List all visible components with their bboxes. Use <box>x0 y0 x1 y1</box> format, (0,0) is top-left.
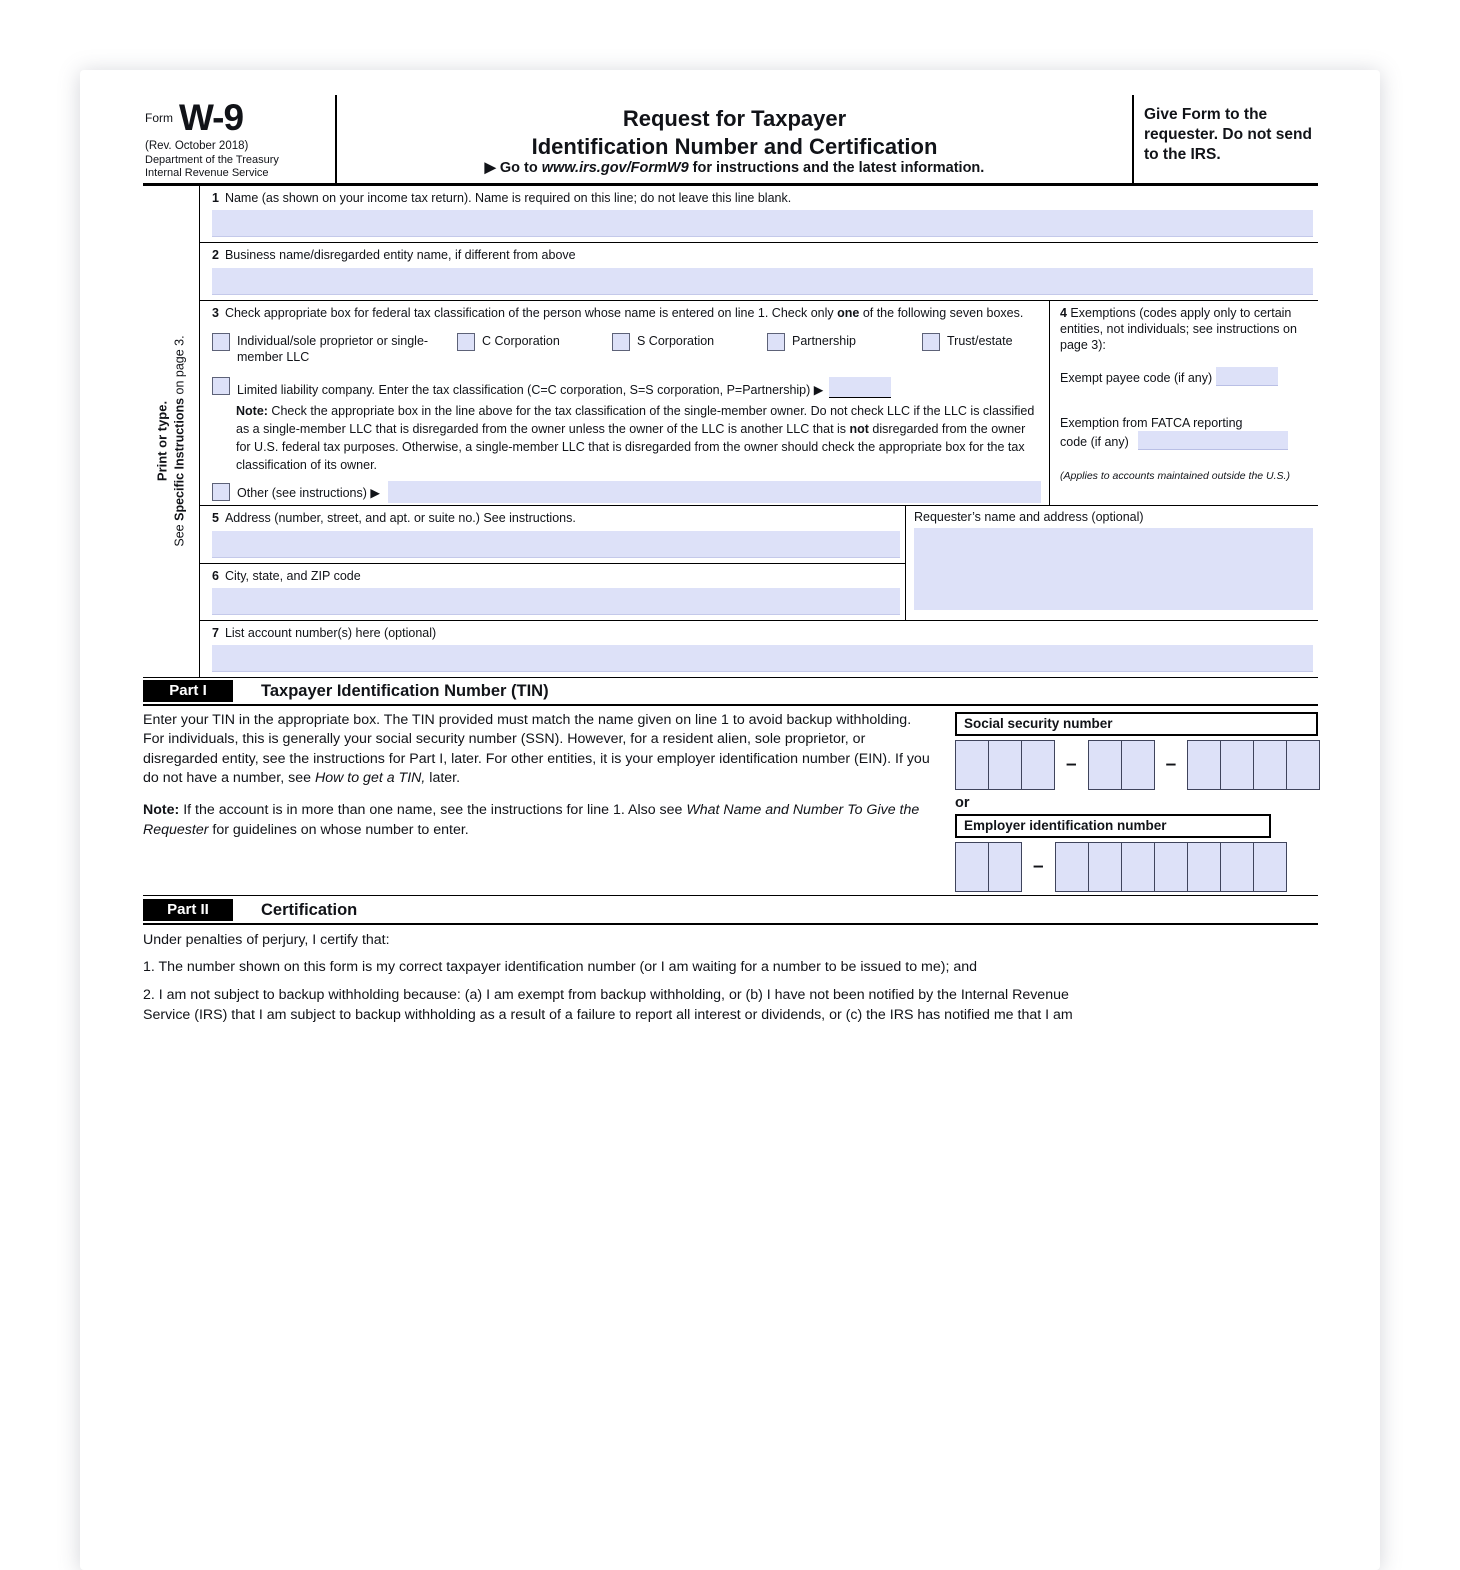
ssn-digit-cell[interactable] <box>988 741 1021 789</box>
fatca-code-input[interactable] <box>1138 431 1288 450</box>
ssn-digit-cell[interactable] <box>1253 741 1286 789</box>
give-form-notice: Give Form to the requester. Do not send to the IRS. <box>1132 95 1318 183</box>
part1-note: Note: If the account is in more than one name, see the instructions for line 1. Also see What Name and Number To Give the Requester for guidelines on whose number to enter. <box>143 802 920 838</box>
ssn-digit-cell[interactable] <box>1089 741 1121 789</box>
requester-block <box>906 506 1318 620</box>
instructions-link-line: ▶ Go to www.irs.gov/FormW9 for instructions and the latest information. <box>484 160 985 176</box>
form-title: Request for Taxpayer Identification Number and Certification <box>531 106 938 159</box>
ein-label-box: Employer identification number <box>955 814 1271 838</box>
checkbox-label: Partnership <box>792 333 856 348</box>
part2-content <box>143 931 1318 1025</box>
llc-label: Limited liability company. Enter the tax classification (C=C corporation, S=S corporation, P=Partnership) ▶ <box>237 383 824 397</box>
line6-label: 6 City, state, and ZIP code <box>212 568 361 583</box>
fatca-label-line1: Exemption from FATCA reporting <box>1060 415 1243 430</box>
certification-item-2: 2. I am not subject to backup withholding because: (a) I am exempt from backup withholding, or (b) I have not been notified by the Internal Revenue <box>143 986 1069 1003</box>
ein-digit-cell[interactable] <box>956 843 988 891</box>
classification-checkbox-row <box>212 333 1041 366</box>
ssn-digit-cell[interactable] <box>1188 741 1220 789</box>
llc-line <box>212 377 1041 398</box>
checkbox-label: Individual/sole proprietor or single-member LLC <box>237 333 429 364</box>
ssn-digit-cell[interactable] <box>1121 741 1154 789</box>
address-column <box>200 506 906 620</box>
business-name-input[interactable] <box>212 268 1313 295</box>
line6-row <box>200 564 905 620</box>
part2-badge: Part II <box>143 899 233 921</box>
exempt-payee-line <box>1060 367 1312 386</box>
address-requester-region <box>200 506 1318 621</box>
line4-exemptions <box>1050 301 1318 506</box>
part1-content <box>143 706 1318 896</box>
ein-digit-cell[interactable] <box>1088 843 1121 891</box>
c-corporation-checkbox[interactable] <box>457 333 475 351</box>
ein-digit-cell[interactable] <box>1121 843 1154 891</box>
part2-bar <box>143 897 1318 925</box>
ssn-digit-cell[interactable] <box>1220 741 1253 789</box>
department-line: Department of the Treasury Internal Revenue Service <box>145 154 279 179</box>
form-revision: (Rev. October 2018) <box>145 140 249 152</box>
s-corporation-checkbox[interactable] <box>612 333 630 351</box>
llc-classification-input[interactable] <box>829 377 891 398</box>
checkbox-item-partnership <box>767 333 922 366</box>
ein-dash: – <box>1033 856 1044 877</box>
document-page <box>80 70 1380 1570</box>
applies-note: (Applies to accounts maintained outside the U.S.) <box>1060 470 1290 482</box>
ssn-cells <box>955 740 1318 790</box>
fatca-block <box>1060 415 1312 451</box>
form-header <box>143 95 1318 186</box>
other-line <box>212 481 1041 503</box>
line1-label: 1 Name (as shown on your income tax return). Name is required on this line; do not leave this line blank. <box>212 191 792 205</box>
ein-digit-group <box>955 842 1022 892</box>
header-left-block <box>143 95 337 183</box>
irs-url[interactable]: www.irs.gov/FormW9 <box>541 160 689 176</box>
trust-estate-checkbox[interactable] <box>922 333 940 351</box>
ein-digit-cell[interactable] <box>1056 843 1088 891</box>
header-title-block <box>337 95 1132 183</box>
city-state-zip-input[interactable] <box>212 588 900 615</box>
ssn-dash: – <box>1165 754 1177 775</box>
part1-title: Taxpayer Identification Number (TIN) <box>261 681 549 700</box>
ein-digit-cell[interactable] <box>988 843 1021 891</box>
ein-digit-group <box>1055 842 1287 892</box>
checkbox-item-s-corporation <box>612 333 767 366</box>
other-label: Other (see instructions) ▶ <box>237 485 380 500</box>
checkbox-label: S Corporation <box>637 333 715 348</box>
line7-label: 7 List account number(s) here (optional) <box>212 625 437 640</box>
other-input[interactable] <box>388 481 1041 503</box>
ein-cells <box>955 842 1318 892</box>
exempt-payee-input[interactable] <box>1216 367 1278 386</box>
part1-text-column <box>143 711 955 892</box>
ssn-digit-cell[interactable] <box>1286 741 1319 789</box>
llc-checkbox[interactable] <box>212 377 230 395</box>
checkbox-item-c-corporation <box>457 333 612 366</box>
line3-line4-region <box>200 301 1318 507</box>
part1-bar <box>143 678 1318 706</box>
print-or-type-label: Print or type. See Specific Instructions on page 3. <box>154 335 187 547</box>
checkbox-label: Trust/estate <box>947 333 1013 348</box>
ein-digit-cell[interactable] <box>1187 843 1220 891</box>
ein-digit-cell[interactable] <box>1253 843 1286 891</box>
partnership-checkbox[interactable] <box>767 333 785 351</box>
ssn-dash: – <box>1066 754 1077 775</box>
line3-label: 3 Check appropriate box for federal tax classification of the person whose name is entered on line 1. Check only one of the following seven boxes. <box>212 305 1024 320</box>
part1-badge: Part I <box>143 680 233 702</box>
checkbox-label: C Corporation <box>482 333 560 348</box>
arrow-icon: ▶ <box>484 160 500 176</box>
line4-label: 4 Exemptions (codes apply only to certain entities, not individuals; see instructions on page 3): <box>1060 305 1297 352</box>
form-main-body <box>143 186 1318 678</box>
other-checkbox[interactable] <box>212 483 230 501</box>
account-numbers-input[interactable] <box>212 645 1313 672</box>
or-label: or <box>955 795 970 811</box>
address-input[interactable] <box>212 531 900 558</box>
line5-label: 5 Address (number, street, and apt. or suite no.) See instructions. <box>212 511 576 526</box>
ssn-digit-group <box>1088 740 1155 790</box>
certification-intro: Under penalties of perjury, I certify that: <box>143 932 390 948</box>
form-word: Form <box>145 111 173 125</box>
line2-row <box>200 243 1318 300</box>
ein-digit-cell[interactable] <box>1154 843 1187 891</box>
exempt-payee-label: Exempt payee code (if any) <box>1060 371 1213 386</box>
part2-title: Certification <box>261 900 358 919</box>
ssn-label-box: Social security number <box>955 712 1318 736</box>
print-or-type-strip <box>143 186 200 677</box>
individual-checkbox[interactable] <box>212 333 230 351</box>
ein-digit-cell[interactable] <box>1220 843 1253 891</box>
fatca-label-line2: code (if any) <box>1060 434 1129 449</box>
ssn-digit-cell[interactable] <box>956 741 988 789</box>
form-number: W-9 <box>179 97 244 138</box>
line3-classification <box>200 301 1050 506</box>
llc-note: Note: Check the appropriate box in the line above for the tax classification of the single-member owner. Do not check LLC if the LLC is classified as a single-member LLC that is disregarded from the owner unless the owner of the LLC is another LLC that is not disregarded from the owner for U.S. federal tax purposes. Otherwise, a single-member LLC that is disregarded from the owner should check the appropriate box for the tax classification of its owner. <box>236 404 1035 472</box>
name-input[interactable] <box>212 210 1313 237</box>
certification-item-1: 1. The number shown on this form is my correct taxpayer identification number (or I am waiting for a number to be issued to me); and <box>143 959 978 976</box>
part1-paragraph: Enter your TIN in the appropriate box. The TIN provided must match the name given on line 1 to avoid backup withholding. For individuals, this is generally your social security number (SSN). However, for a resident alien, sole proprietor, or disregarded entity, see the instructions for Part I, later. For other entities, it is your employer identification number (EIN). If you do not have a number, see How to get a TIN, later. <box>143 712 930 786</box>
ssn-digit-cell[interactable] <box>1021 741 1054 789</box>
certification-item-2-continued: Service (IRS) that I am subject to backup withholding as a result of a failure to report all interest or dividends, or (c) the IRS has notified me that I am <box>143 1007 1073 1024</box>
line1-row <box>200 186 1318 243</box>
ssn-digit-group <box>1187 740 1320 790</box>
form-rows <box>200 186 1318 677</box>
requester-input[interactable] <box>914 528 1313 610</box>
tin-column <box>955 711 1318 892</box>
checkbox-item-individual <box>212 333 457 366</box>
ssn-digit-group <box>955 740 1055 790</box>
checkbox-item-trust-estate <box>922 333 1013 366</box>
w9-form <box>143 95 1318 1025</box>
line5-row <box>200 506 905 563</box>
line7-row <box>200 621 1318 677</box>
line2-label: 2 Business name/disregarded entity name, if different from above <box>212 248 576 263</box>
requester-label: Requester’s name and address (optional) <box>914 510 1144 525</box>
